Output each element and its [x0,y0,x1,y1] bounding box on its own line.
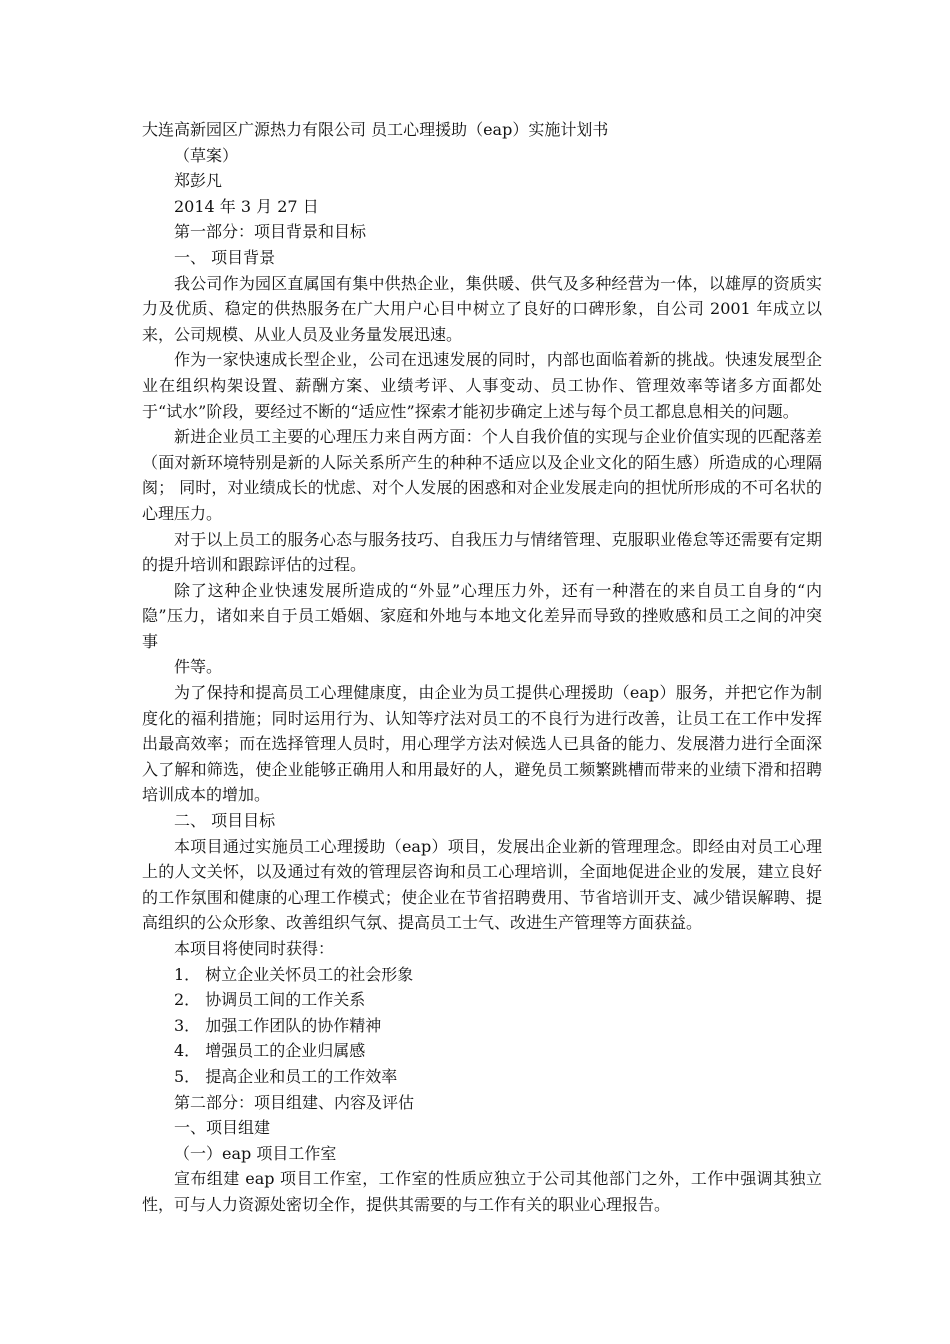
paragraph-background-5: 除了这种企业快速发展所造成的“外显”心理压力外，还有一种潜在的来自员工自身的“内隐”压力，诸如来自于员工婚姻、家庭和外地与本地文化差异而导致的挫败感和员工之间的冲突事 [142,580,822,651]
part1-heading: 第一部分：项目背景和目标 [174,222,367,242]
list-item: 4． 增强员工的企业归属感 [174,1041,366,1061]
section1-heading: 一、 项目背景 [174,247,276,267]
paragraph-eap-office: 宣布组建 eap 项目工作室，工作室的性质应独立于公司其他部门之外，工作中强调其独立性，可与人力资源处密切全作，提供其需要的与工作有关的职业心理报告。 [142,1169,822,1214]
document-page [142,117,822,1218]
list-item: 3． 加强工作团队的协作精神 [174,1015,382,1035]
document-title: 大连高新园区广源热力有限公司 员工心理援助（eap）实施计划书 [142,120,609,139]
draft-label: （草案） [174,145,239,165]
goals-intro: 本项目将使同时获得： [174,939,335,958]
paragraph-goal-1: 本项目通过实施员工心理援助（eap）项目，发展出企业新的管理理念。即经由对员工心理上的人文关怀，以及通过有效的管理层咨询和员工心理培训，全面地促进企业的发展，建立良好的工作氛围和健康的心理工作模式；使企业在节省招聘费用、节省培训开支、减少错误解聘、提高组织的公众形象、改善组织气氛、提高员工士气、改进生产管理等方面获益。 [142,836,822,933]
paragraph-background-4: 对于以上员工的服务心态与服务技巧、自我压力与情绪管理、克服职业倦怠等还需要有定期的提升培训和跟踪评估的过程。 [142,529,822,575]
paragraph-background-1: 我公司作为园区直属国有集中供热企业，集供暖、供气及多种经营为一体，以雄厚的资质实力及优质、稳定的供热服务在广大用户心目中树立了良好的口碑形象，自公司 2001 年成立以来，公司规模、从业人员及业务量发展迅速。 [142,273,822,344]
list-item: 5． 提高企业和员工的工作效率 [174,1066,398,1086]
paragraph-background-2: 作为一家快速成长型企业，公司在迅速发展的同时，内部也面临着新的挑战。快速发展型企业在组织构架设置、薪酬方案、业绩考评、人事变动、员工协作、管理效率等诸多方面都处于“试水”阶段，要经过不断的“适应性”探索才能初步确定上述与每个员工都息息相关的问题。 [142,350,822,421]
paragraph-background-3: 新进企业员工主要的心理压力来自两方面：个人自我价值的实现与企业价值实现的匹配落差（面对新环境特别是新的人际关系所产生的种种不适应以及企业文化的陌生感）所造成的心理隔阂； 同时，对业绩成长的忧虑、对个人发展的困惑和对企业发展走向的担忧所形成的不可名状的心理压力。 [142,427,822,523]
author: 郑彭凡 [174,171,223,191]
section2-heading: 二、 项目目标 [174,811,276,831]
subsection-heading: （一）eap 项目工作室 [174,1143,337,1163]
document-date: 2014 年 3 月 27 日 [174,196,319,216]
paragraph-background-5-cont: 件等。 [174,657,223,677]
list-item: 2． 协调员工间的工作关系 [174,990,366,1010]
list-item: 1． 树立企业关怀员工的社会形象 [174,964,414,984]
part2-heading: 第二部分：项目组建、内容及评估 [174,1092,415,1112]
paragraph-background-6: 为了保持和提高员工心理健康度，由企业为员工提供心理援助（eap）服务，并把它作为制度化的福利措施；同时运用行为、认知等疗法对员工的不良行为进行改善，让员工在工作中发挥出最高效率；而在选择管理人员时，用心理学方法对候选人已具备的能力、发展潜力进行全面深入了解和筛选，使企业能够正确用人和用最好的人，避免员工频繁跳槽而带来的业绩下滑和招聘培训成本的增加。 [142,683,822,805]
section3-heading: 一、项目组建 [174,1118,271,1138]
